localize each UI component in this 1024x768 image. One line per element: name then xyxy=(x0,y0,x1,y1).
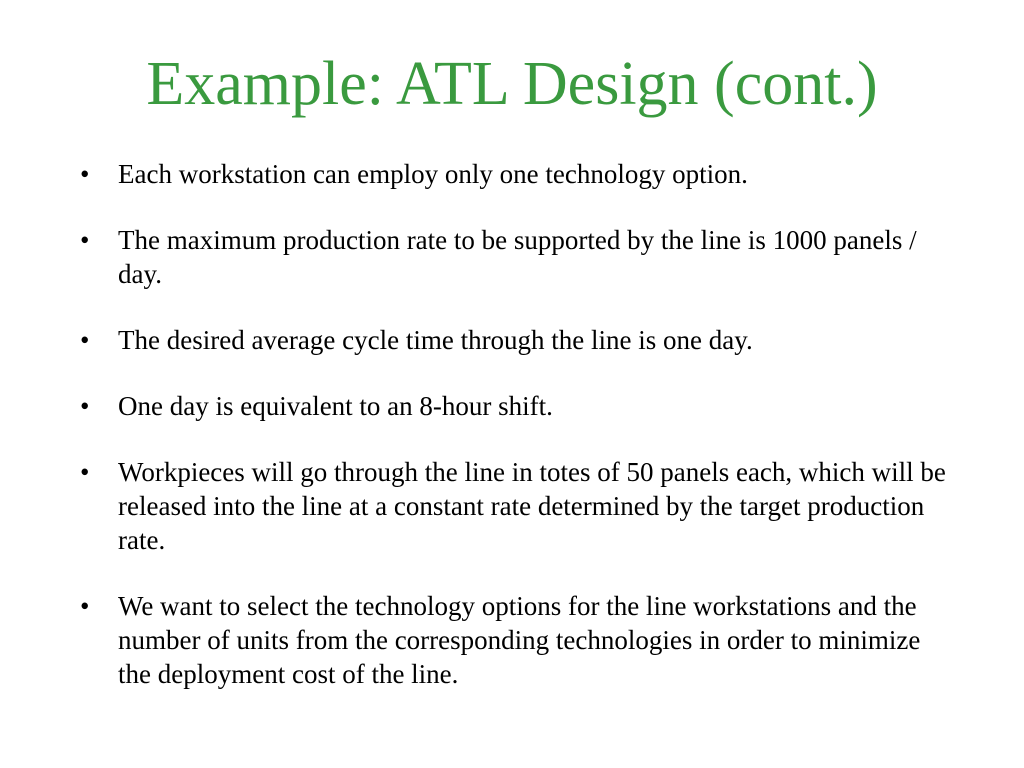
bullet-list xyxy=(76,157,956,723)
bullet-item xyxy=(76,223,956,291)
bullet-text: The maximum production rate to be supported by the line is 1000 panels / day. xyxy=(118,225,917,289)
bullet-text: We want to select the technology options for the line workstations and the number of units from the corresponding technologies in order to minimize the deployment cost of the line. xyxy=(118,591,921,689)
bullet-icon: • xyxy=(80,225,90,255)
bullet-icon: • xyxy=(80,591,90,621)
bullet-item xyxy=(76,157,956,191)
bullet-text: Workpieces will go through the line in totes of 50 panels each, which will be released into the line at a constant rate determined by the target production rate. xyxy=(118,457,946,555)
bullet-item xyxy=(76,323,956,357)
bullet-icon: • xyxy=(80,457,90,487)
bullet-icon: • xyxy=(80,325,90,355)
bullet-item xyxy=(76,389,956,423)
slide-title: Example: ATL Design (cont.) xyxy=(146,50,878,118)
bullet-icon: • xyxy=(80,391,90,421)
bullet-text: The desired average cycle time through the line is one day. xyxy=(118,325,753,355)
bullet-text: Each workstation can employ only one technology option. xyxy=(118,159,748,189)
bullet-text: One day is equivalent to an 8-hour shift. xyxy=(118,391,553,421)
bullet-item xyxy=(76,455,956,557)
bullet-item xyxy=(76,589,956,691)
bullet-icon: • xyxy=(80,159,90,189)
